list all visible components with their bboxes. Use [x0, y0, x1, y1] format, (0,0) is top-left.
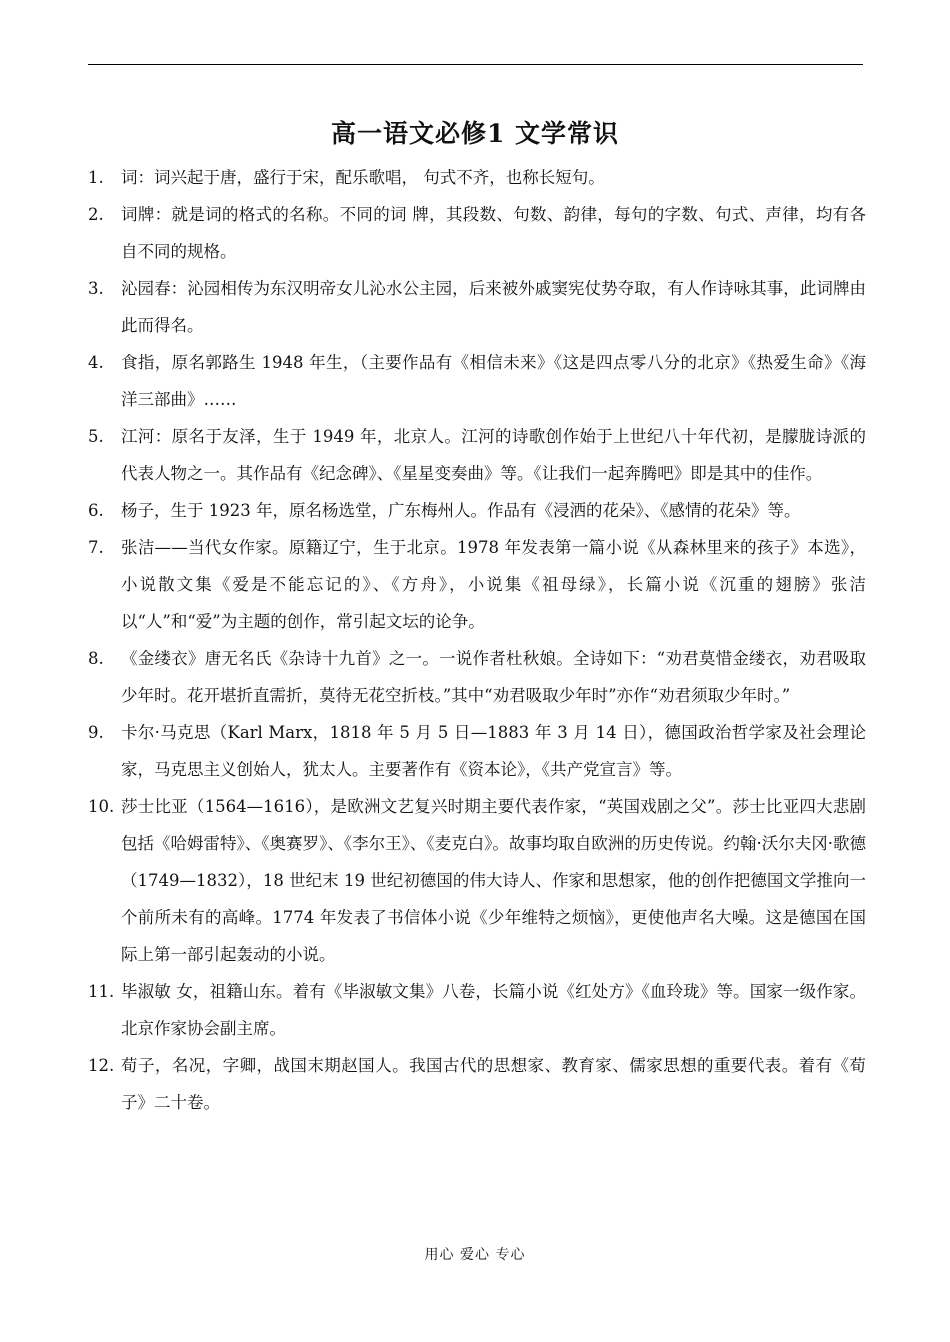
list-item — [88, 492, 866, 529]
item-text: 词牌：就是词的格式的名称。不同的词 牌，其段数、句数、韵律，每句的字数、句式、声律，均有各自不同的规格。 — [121, 205, 866, 261]
item-number: 12. — [88, 1056, 115, 1075]
item-number: 6. — [88, 501, 104, 520]
list-item — [88, 529, 866, 640]
header-rule — [88, 64, 863, 65]
item-number: 3. — [88, 279, 104, 298]
item-text: 张洁——当代女作家。原籍辽宁，生于北京。1978 年发表第一篇小说《从森林里来的孩子》本选》，小说散文集《爱是不能忘记的》、《方舟》，小说集《祖母绿》，长篇小说《沉重的翅膀》张洁以“人”和“爱”为主题的创作，常引起文坛的论争。 — [121, 538, 866, 631]
item-number: 7. — [88, 538, 104, 557]
list-item — [88, 344, 866, 418]
item-text: 卡尔·马克思（Karl Marx，1818 年 5 月 5 日—1883 年 3 月 14 日），德国政治哲学家及社会理论家，马克思主义创始人，犹太人。主要著作有《资本论》，《共产党宣言》等。 — [121, 723, 866, 779]
item-number: 8. — [88, 649, 104, 668]
item-number: 1. — [88, 168, 104, 187]
list-item — [88, 270, 866, 344]
item-number: 4. — [88, 353, 104, 372]
item-text: 沁园春：沁园相传为东汉明帝女儿沁水公主园，后来被外戚窦宪仗势夺取，有人作诗咏其事，此词牌由此而得名。 — [121, 279, 866, 335]
literature-list — [88, 159, 866, 1121]
item-text: 词：词兴起于唐，盛行于宋，配乐歌唱， 句式不齐，也称长短句。 — [121, 168, 605, 187]
item-number: 9. — [88, 723, 104, 742]
item-number: 2. — [88, 205, 104, 224]
list-item — [88, 714, 866, 788]
list-item — [88, 196, 866, 270]
list-item — [88, 788, 866, 973]
item-text: 《金缕衣》唐无名氏《杂诗十九首》之一。一说作者杜秋娘。全诗如下：“劝君莫惜金缕衣，劝君吸取少年时。花开堪折直需折，莫待无花空折枝。”其中“劝君吸取少年时”亦作“劝君须取少年时。” — [121, 649, 866, 705]
list-item — [88, 1047, 866, 1121]
list-item — [88, 640, 866, 714]
list-item — [88, 159, 866, 196]
item-text: 毕淑敏 女，祖籍山东。着有《毕淑敏文集》八卷，长篇小说《红处方》《血玲珑》等。国家一级作家。北京作家协会副主席。 — [121, 982, 866, 1038]
item-text: 江河：原名于友泽，生于 1949 年，北京人。江河的诗歌创作始于上世纪八十年代初，是朦胧诗派的代表人物之一。其作品有《纪念碑》、《星星变奏曲》等。《让我们一起奔腾吧》即是其中的佳作。 — [121, 427, 866, 483]
item-number: 10. — [88, 797, 115, 816]
item-text: 莎士比亚（1564—1616），是欧洲文艺复兴时期主要代表作家，“英国戏剧之父”。莎士比亚四大悲剧包括《哈姆雷特》、《奥赛罗》、《李尔王》、《麦克白》。故事均取自欧洲的历史传说。约翰·沃尔夫冈·歌德（1749—1832），18 世纪末 19 世纪初德国的伟大诗人、作家和思想家，他的创作把德国文学推向一个前所未有的高峰。1774 年发表了书信体小说《少年维特之烦恼》，更使他声名大噪。这是德国在国际上第一部引起轰动的小说。 — [121, 797, 866, 964]
page-footer: 用心 爱心 专心 — [424, 1247, 526, 1263]
item-text: 荀子，名况，字卿，战国末期赵国人。我国古代的思想家、教育家、儒家思想的重要代表。着有《荀子》二十卷。 — [121, 1056, 866, 1112]
item-text: 食指，原名郭路生 1948 年生，（主要作品有《相信未来》《这是四点零八分的北京》《热爱生命》《海洋三部曲》…… — [121, 353, 866, 409]
item-text: 杨子，生于 1923 年，原名杨选堂，广东梅州人。作品有《浸洒的花朵》、《感情的花朵》等。 — [121, 501, 801, 520]
item-number: 11. — [88, 982, 115, 1001]
list-item — [88, 973, 866, 1047]
item-number: 5. — [88, 427, 104, 446]
page-title: 高一语文必修1 文学常识 — [330, 119, 620, 148]
list-item — [88, 418, 866, 492]
